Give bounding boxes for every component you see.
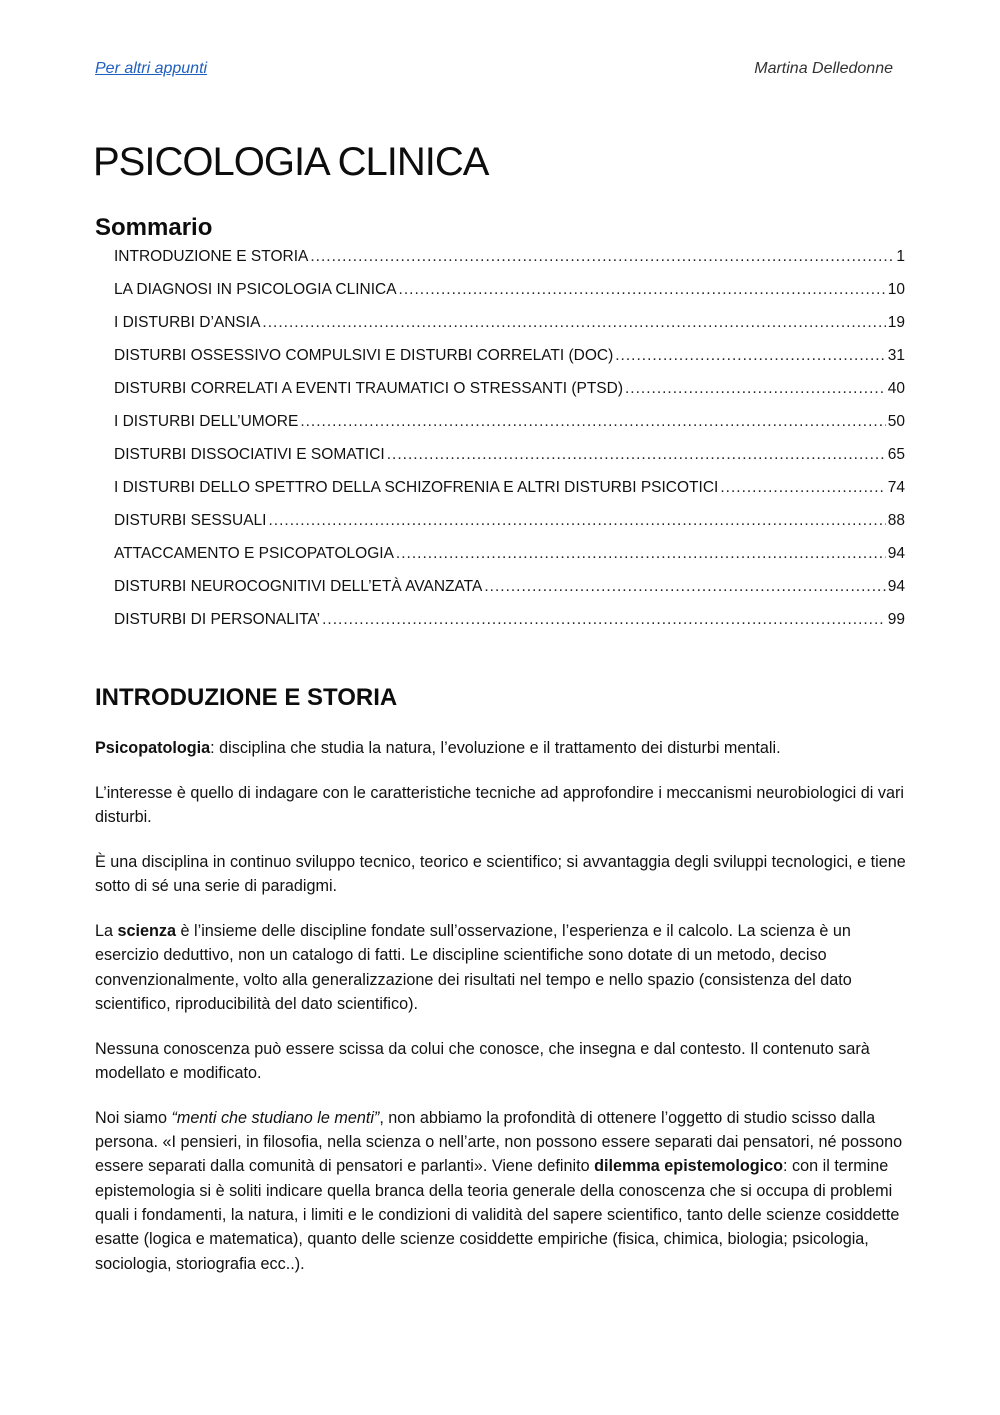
- paragraph-text: La: [95, 921, 118, 940]
- toc-entry-label: I DISTURBI DELL’UMORE: [114, 413, 299, 430]
- paragraph-text: Noi siamo: [95, 1108, 172, 1127]
- table-of-contents: [114, 248, 905, 644]
- toc-entry-page: 19: [887, 314, 905, 331]
- toc-entry-label: DISTURBI CORRELATI A EVENTI TRAUMATICI O STRESSANTI (PTSD): [114, 380, 623, 397]
- toc-heading: Sommario: [95, 214, 213, 241]
- toc-entry-page: 74: [887, 479, 905, 496]
- other-notes-link[interactable]: Per altri appunti: [95, 60, 208, 77]
- toc-entry-label: I DISTURBI D’ANSIA: [114, 314, 261, 331]
- toc-entry-label: INTRODUZIONE E STORIA: [114, 248, 309, 265]
- toc-dot-leader: [262, 314, 885, 332]
- toc-dot-leader: [615, 347, 886, 365]
- term-bold: dilemma epistemologico: [594, 1157, 784, 1176]
- toc-dot-leader: [720, 479, 885, 497]
- toc-entry-label: DISTURBI OSSESSIVO COMPULSIVI E DISTURBI CORRELATI (DOC): [114, 347, 614, 364]
- toc-entry-page: 31: [887, 347, 905, 364]
- toc-entry-label: ATTACCAMENTO E PSICOPATOLOGIA: [114, 545, 394, 562]
- toc-entry-page: 10: [887, 281, 905, 298]
- toc-entry[interactable]: [114, 314, 905, 347]
- toc-entry[interactable]: [114, 611, 905, 644]
- paragraph-text: , non abbiamo la profondità di ottenere l’oggetto di studio scisso dalla persona. «I pensieri, in filosofia, nella scienza o nell’arte, non possono essere separati dai pensatori, né possono essere separati dalla comunità di pensatori e parlanti». Viene definito: [95, 1108, 903, 1176]
- toc-entry-page: 40: [887, 380, 905, 397]
- section-body: [95, 736, 907, 1296]
- toc-dot-leader: [396, 545, 886, 563]
- paragraph-text: : con il termine epistemologia si è soliti indicare quella branca della teoria generale della conoscenza che si occupa di problemi quali i fondamenti, la natura, i limiti e le condizioni di validità del sapere scientifico, tanto delle scienze cosiddette esatte (logica e matematica), quanto delle scienze cosiddette empiriche (fisica, chimica, biologia; psicologia, sociologia, storiografia ecc..).: [95, 1157, 900, 1273]
- paragraph: [95, 736, 907, 760]
- paragraph: [95, 919, 907, 1016]
- term-bold: Psicopatologia: [95, 739, 211, 757]
- toc-entry-label: DISTURBI DISSOCIATIVI E SOMATICI: [114, 446, 385, 463]
- toc-entry[interactable]: [114, 446, 905, 479]
- quote-italic: “menti che studiano le menti”: [171, 1108, 380, 1127]
- toc-entry-label: DISTURBI DI PERSONALITA’: [114, 611, 321, 628]
- toc-entry-page: 50: [887, 413, 905, 430]
- toc-dot-leader: [399, 281, 886, 299]
- paragraph: È una disciplina in continuo sviluppo tecnico, teorico e scientifico; si avvantaggia degli sviluppi tecnologici, e tiene sotto di sé una serie di paradigmi.: [95, 852, 906, 896]
- toc-entry[interactable]: [114, 281, 905, 314]
- toc-entry[interactable]: [114, 413, 905, 446]
- toc-entry-page: 88: [887, 512, 905, 529]
- toc-dot-leader: [322, 611, 886, 629]
- toc-entry-page: 99: [887, 611, 905, 628]
- paragraph-text: : disciplina che studia la natura, l’evoluzione e il trattamento dei disturbi mentali.: [210, 739, 781, 757]
- toc-entry-label: LA DIAGNOSI IN PSICOLOGIA CLINICA: [114, 281, 397, 298]
- toc-dot-leader: [625, 380, 886, 398]
- toc-entry[interactable]: [114, 479, 905, 512]
- paragraph: [95, 1106, 907, 1276]
- toc-dot-leader: [268, 512, 885, 530]
- paragraph-text: è l’insieme delle discipline fondate sull’osservazione, l’esperienza e il calcolo. La scienza è un esercizio deduttivo, non un catalogo di fatti. Le discipline scientifiche sono dotate di un metodo, deciso convenzionalmente, volto alla generalizzazione dei risultati nel tempo e nello spazio (consistenza del dato scientifico, riproducibilità del dato scientifico).: [95, 921, 852, 1013]
- toc-entry-page: 94: [887, 578, 905, 595]
- toc-dot-leader: [484, 578, 885, 596]
- toc-dot-leader: [310, 248, 894, 266]
- document-title: PSICOLOGIA CLINICA: [93, 140, 489, 184]
- toc-entry-label: I DISTURBI DELLO SPETTRO DELLA SCHIZOFRENIA E ALTRI DISTURBI PSICOTICI: [114, 479, 719, 496]
- toc-entry[interactable]: [114, 578, 905, 611]
- toc-dot-leader: [387, 446, 886, 464]
- author-name: Martina Delledonne: [754, 60, 893, 77]
- toc-entry[interactable]: [114, 248, 905, 281]
- toc-entry[interactable]: [114, 347, 905, 380]
- term-bold: scienza: [117, 921, 177, 940]
- toc-dot-leader: [300, 413, 885, 431]
- paragraph: Nessuna conoscenza può essere scissa da colui che conosce, che insegna e dal contesto. Il contenuto sarà modellato e modificato.: [95, 1039, 870, 1082]
- toc-entry-page: 65: [887, 446, 905, 463]
- section-heading: INTRODUZIONE E STORIA: [95, 684, 398, 711]
- toc-entry-label: DISTURBI SESSUALI: [114, 512, 267, 529]
- paragraph: L’interesse è quello di indagare con le caratteristiche tecniche ad approfondire i meccanismi neurobiologici di vari disturbi.: [95, 783, 904, 827]
- toc-entry[interactable]: [114, 380, 905, 413]
- toc-entry-label: DISTURBI NEUROCOGNITIVI DELL’ETÀ AVANZATA: [114, 578, 483, 595]
- toc-entry-page: 94: [887, 545, 905, 562]
- toc-entry[interactable]: [114, 545, 905, 578]
- toc-entry[interactable]: [114, 512, 905, 545]
- toc-entry-page: 1: [896, 248, 905, 265]
